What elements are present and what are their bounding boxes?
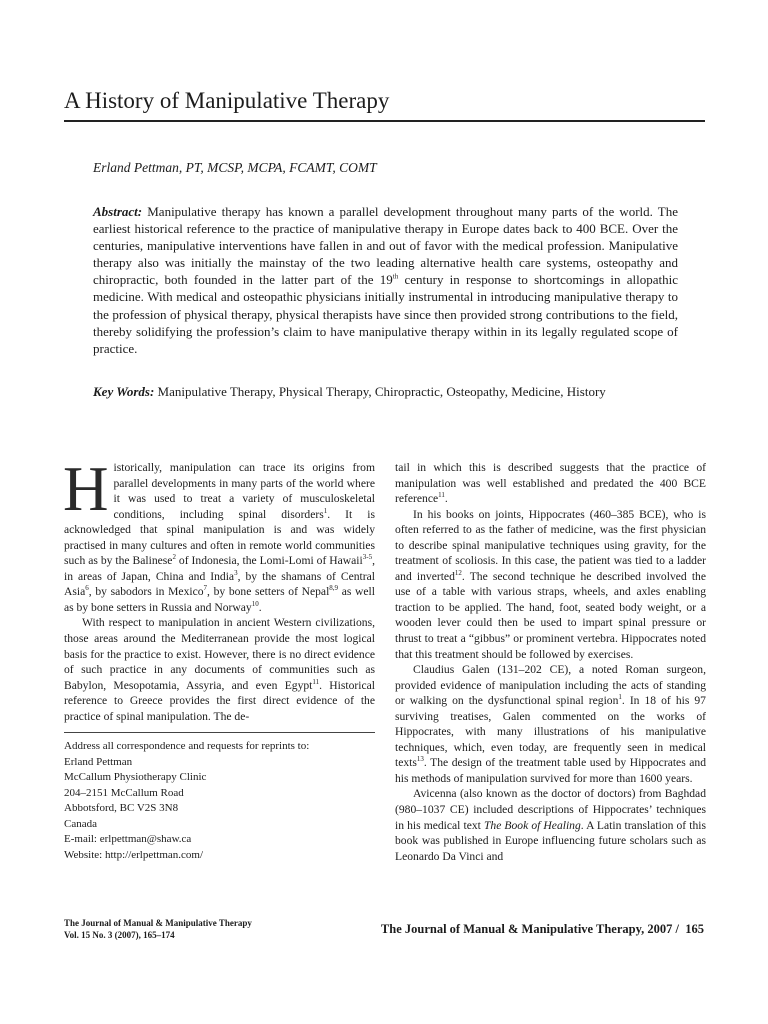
citation: 6 [85, 584, 89, 593]
address-line: Canada [64, 817, 97, 830]
book-title: The Book of Healing [483, 818, 581, 832]
body-text: Avicenna (also known as the doctor of doctors) from Baghdad (980–1037 CE) included descriptions of Hippocrates’ techniques in his medical text [395, 787, 706, 832]
author-line: Erland Pettman, PT, MCSP, MCPA, FCAMT, COMT [93, 160, 377, 175]
body-text: , by sabodors in Mexico [88, 585, 204, 599]
body-paragraph [395, 662, 706, 786]
address-email: E-mail: erlpettman@shaw.ca [64, 833, 192, 846]
body-text: . [444, 492, 448, 506]
address-line: 204–2151 McCallum Road [64, 786, 184, 799]
abstract [93, 203, 678, 357]
body-text: . It is acknowledged that spinal manipulation is and was widely practised in many cultures and often in remote world communities such as by the Balinese [64, 507, 375, 568]
address-line: Abbotsford, BC V2S 3N8 [64, 802, 179, 815]
citation: 2 [172, 553, 176, 562]
citation: 7 [203, 584, 208, 593]
key-words-text: Manipulative Therapy, Physical Therapy, Chiropractic, Osteopathy, Medicine, History [157, 384, 606, 399]
body-text: , in areas of Japan, China and India [64, 554, 376, 583]
title-rule [64, 120, 705, 122]
abstract-label: Abstract: [93, 204, 143, 219]
drop-cap: H [63, 454, 109, 524]
citation: 1 [323, 506, 328, 515]
body-text: , by bone setters of Nepal [207, 585, 330, 599]
body-text: . A Latin translation of this book was published in Europe influencing future scholars such as Leonardo Da Vinci and [395, 818, 706, 863]
body-column-right [395, 460, 706, 864]
address-website: Website: http://erlpettman.com/ [64, 848, 204, 861]
citation: 8,9 [329, 584, 339, 593]
citation: 10 [251, 600, 259, 609]
body-text: . The second technique he described involved the use of a table with various straps, wheels, and axles enabling traction to be applied. The hand, foot, seated body weight, or a wooden lever could then be used to impart spinal pressure or thrust to treat a “gibbus” or prominent vertebra. Hippocrates noted that this treatment should be followed by exercises. [395, 569, 706, 661]
citation: 3-5 [362, 553, 373, 562]
body-text: as well as by bone setters in Russia and Norway [64, 585, 375, 614]
body-text: , by the shamans of Central Asia [64, 569, 375, 599]
abstract-text-1: Manipulative therapy has known a parallel development throughout many parts of the world. The earliest historical reference to the practice of manipulative therapy in Europe dates back to 400 BCE. Over the centuries, manipulative interventions have fallen in and out of favor with the medical profession. Manipulative therapy also was initially the mainstay of the two leading alternative health care systems, osteopathy and chiropractic, both founded in the latter part of the 19 [93, 204, 678, 288]
footer-volume: Vol. 15 No. 3 (2007), 165–174 [64, 930, 175, 940]
body-paragraph [64, 615, 375, 724]
abstract-superscript: th [392, 273, 399, 282]
address-line: McCallum Physiotherapy Clinic [64, 771, 207, 784]
citation: 12 [454, 568, 462, 577]
body-text: Claudius Galen (131–202 CE), a noted Roman surgeon, provided evidence of manipulation including the acts of standing or walking on the dysfunctional spinal region [395, 663, 706, 708]
body-paragraph [395, 460, 706, 507]
page-number: 165 [685, 922, 704, 936]
citation: 3 [234, 568, 238, 577]
key-words [93, 383, 678, 401]
body-text: . [258, 600, 262, 614]
body-text: . The design of the treatment table used by Hippocrates and his methods of manipulation survived for more than 1600 years. [395, 756, 706, 785]
footer-citation [64, 917, 324, 941]
article-title: A History of Manipulative Therapy [64, 88, 390, 113]
body-text: In his books on joints, Hippocrates (460–385 BCE), who is often referred to as the father of medicine, was the first physician to describe spinal manipulative techniques using gravity, for the treatment of scoliosis. In this case, the patient was tied to a ladder and inverted [395, 507, 706, 583]
abstract-text-2: century in response to shortcomings in allopathic medicine. With medical and osteopathic physicians initially instrumental in introducing manipulative therapy to the profession of physical therapy, physical therapists have since then provided strong contributions to the field, thereby solidifying the profession’s claim to have manipulative therapy within in its legally regulated scope of practice. [93, 272, 678, 356]
citation: 1 [618, 693, 622, 702]
body-text: of Indonesia, the Lomi-Lomi of Hawaii [175, 554, 363, 568]
running-footer-text: The Journal of Manual & Manipulative Therapy, 2007 / [380, 922, 679, 936]
correspondence-address [64, 739, 375, 863]
address-line: Erland Pettman [64, 755, 133, 768]
address-rule [64, 732, 375, 733]
body-paragraph [395, 507, 706, 662]
body-text: istorically, manipulation can trace its origins from parallel developments in many parts of the world where it was used to treat a variety of musculoskeletal conditions, including spinal disorders [113, 461, 375, 521]
body-paragraph [395, 786, 706, 864]
body-text: . In 18 of his 97 surviving treatises, Galen commented on the works of Hippocrates, with many illustrations of his manipulative techniques, which, even today, are frequently seen in medical texts [395, 694, 706, 770]
key-words-label: Key Words: [93, 384, 155, 399]
address-intro: Address all correspondence and requests for reprints to: [64, 740, 310, 752]
body-text: . Historical reference to Greece provides the first direct evidence of the practice of spinal manipulation. The de- [64, 678, 375, 723]
body-column-left [63, 454, 376, 724]
citation: 11 [312, 677, 320, 686]
body-paragraph [63, 454, 376, 615]
body-text: With respect to manipulation in ancient Western civilizations, those areas around the Mediterranean provide the most logical basis for the practice to exist. However, there is no direct evidence of such practice in any documents of communities such as Babylon, Mesopotamia, Assyria, and even Egypt [64, 616, 375, 692]
citation: 13 [416, 755, 424, 764]
footer-journal-name: The Journal of Manual & Manipulative Therapy [64, 918, 252, 928]
body-text: tail in which this is described suggests that the practice of manipulation was well established and predated the 400 BCE reference [395, 461, 706, 506]
running-footer [381, 922, 704, 937]
citation: 11 [438, 491, 445, 500]
